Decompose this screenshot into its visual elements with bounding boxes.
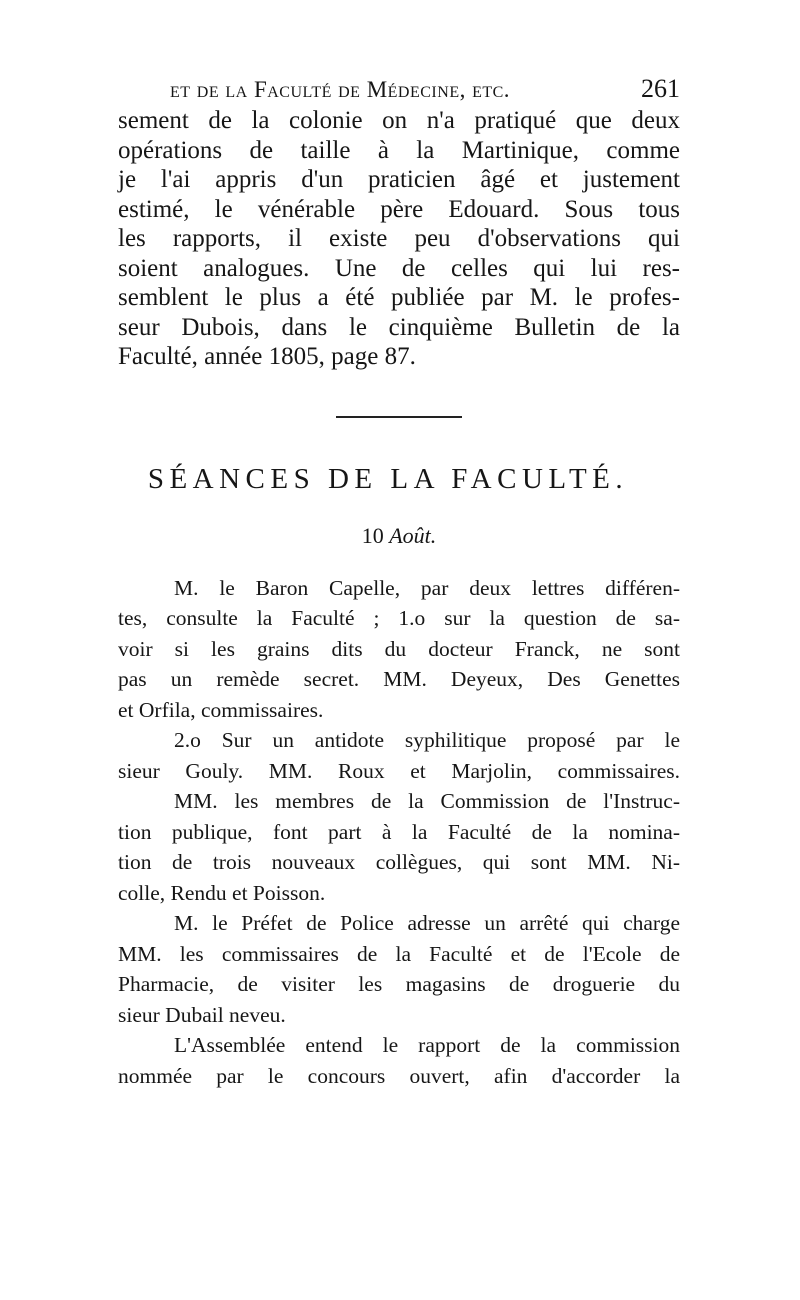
text-line: 2.o Sur un antidote syphilitique proposé par le xyxy=(174,728,680,752)
page-number: 261 xyxy=(641,74,680,103)
text-line: sieur Gouly. MM. Roux et Marjolin, commissaires. xyxy=(118,758,680,783)
text-line: seur Dubois, dans le cinquième Bulletin de la xyxy=(118,313,680,341)
date-day: 10 xyxy=(361,522,384,548)
running-header xyxy=(118,72,680,106)
text-line: M. le Préfet de Police adresse un arrêté qui charge xyxy=(174,911,680,935)
text-line: tion de trois nouveaux collègues, qui sont MM. Ni- xyxy=(118,850,680,874)
running-title: et de la Faculté de Médecine, etc. xyxy=(170,77,511,102)
intro-paragraph xyxy=(118,106,680,372)
text-line: estimé, le vénérable père Edouard. Sous tous xyxy=(118,195,680,223)
text-line: Faculté, année 1805, page 87. xyxy=(118,343,416,370)
text-line: semblent le plus a été publiée par M. le profes- xyxy=(118,284,680,311)
text-line: tes, consulte la Faculté ; 1.o sur la question de sa- xyxy=(118,606,680,630)
text-line: L'Assemblée entend le rapport de la commission xyxy=(174,1033,680,1057)
text-line: les rapports, il existe peu d'observations qui xyxy=(118,225,680,252)
text-line: MM. les commissaires de la Faculté et de l'Ecole de xyxy=(118,941,680,966)
text-line: pas un remède secret. MM. Deyeux, Des Genettes xyxy=(118,667,680,691)
text-line: Pharmacie, de visiter les magasins de droguerie du xyxy=(118,972,680,996)
text-line: soient analogues. Une de celles qui lui res- xyxy=(118,254,680,282)
text-line: sieur Dubail neveu. xyxy=(118,1002,286,1027)
section-divider xyxy=(336,416,462,418)
text-line: et Orfila, commissaires. xyxy=(118,697,324,722)
text-line: M. le Baron Capelle, par deux lettres différen- xyxy=(174,575,680,600)
text-line: opérations de taille à la Martinique, comme xyxy=(118,136,680,164)
text-line: voir si les grains dits du docteur Franck, ne sont xyxy=(118,636,680,661)
book-page xyxy=(118,72,680,1091)
session-date xyxy=(118,521,680,551)
text-line: MM. les membres de la Commission de l'Instruc- xyxy=(174,789,680,813)
text-line: nommée par le concours ouvert, afin d'accorder la xyxy=(118,1063,680,1088)
text-line: colle, Rendu et Poisson. xyxy=(118,880,326,905)
text-line: je l'ai appris d'un praticien âgé et justement xyxy=(118,166,680,193)
session-minutes xyxy=(118,573,680,1092)
date-month: Août. xyxy=(389,522,437,548)
text-line: sement de la colonie on n'a pratiqué que deux xyxy=(118,107,680,134)
section-title: SÉANCES DE LA FACULTÉ. xyxy=(147,462,629,495)
text-line: tion publique, font part à la Faculté de la nomina- xyxy=(118,819,680,844)
